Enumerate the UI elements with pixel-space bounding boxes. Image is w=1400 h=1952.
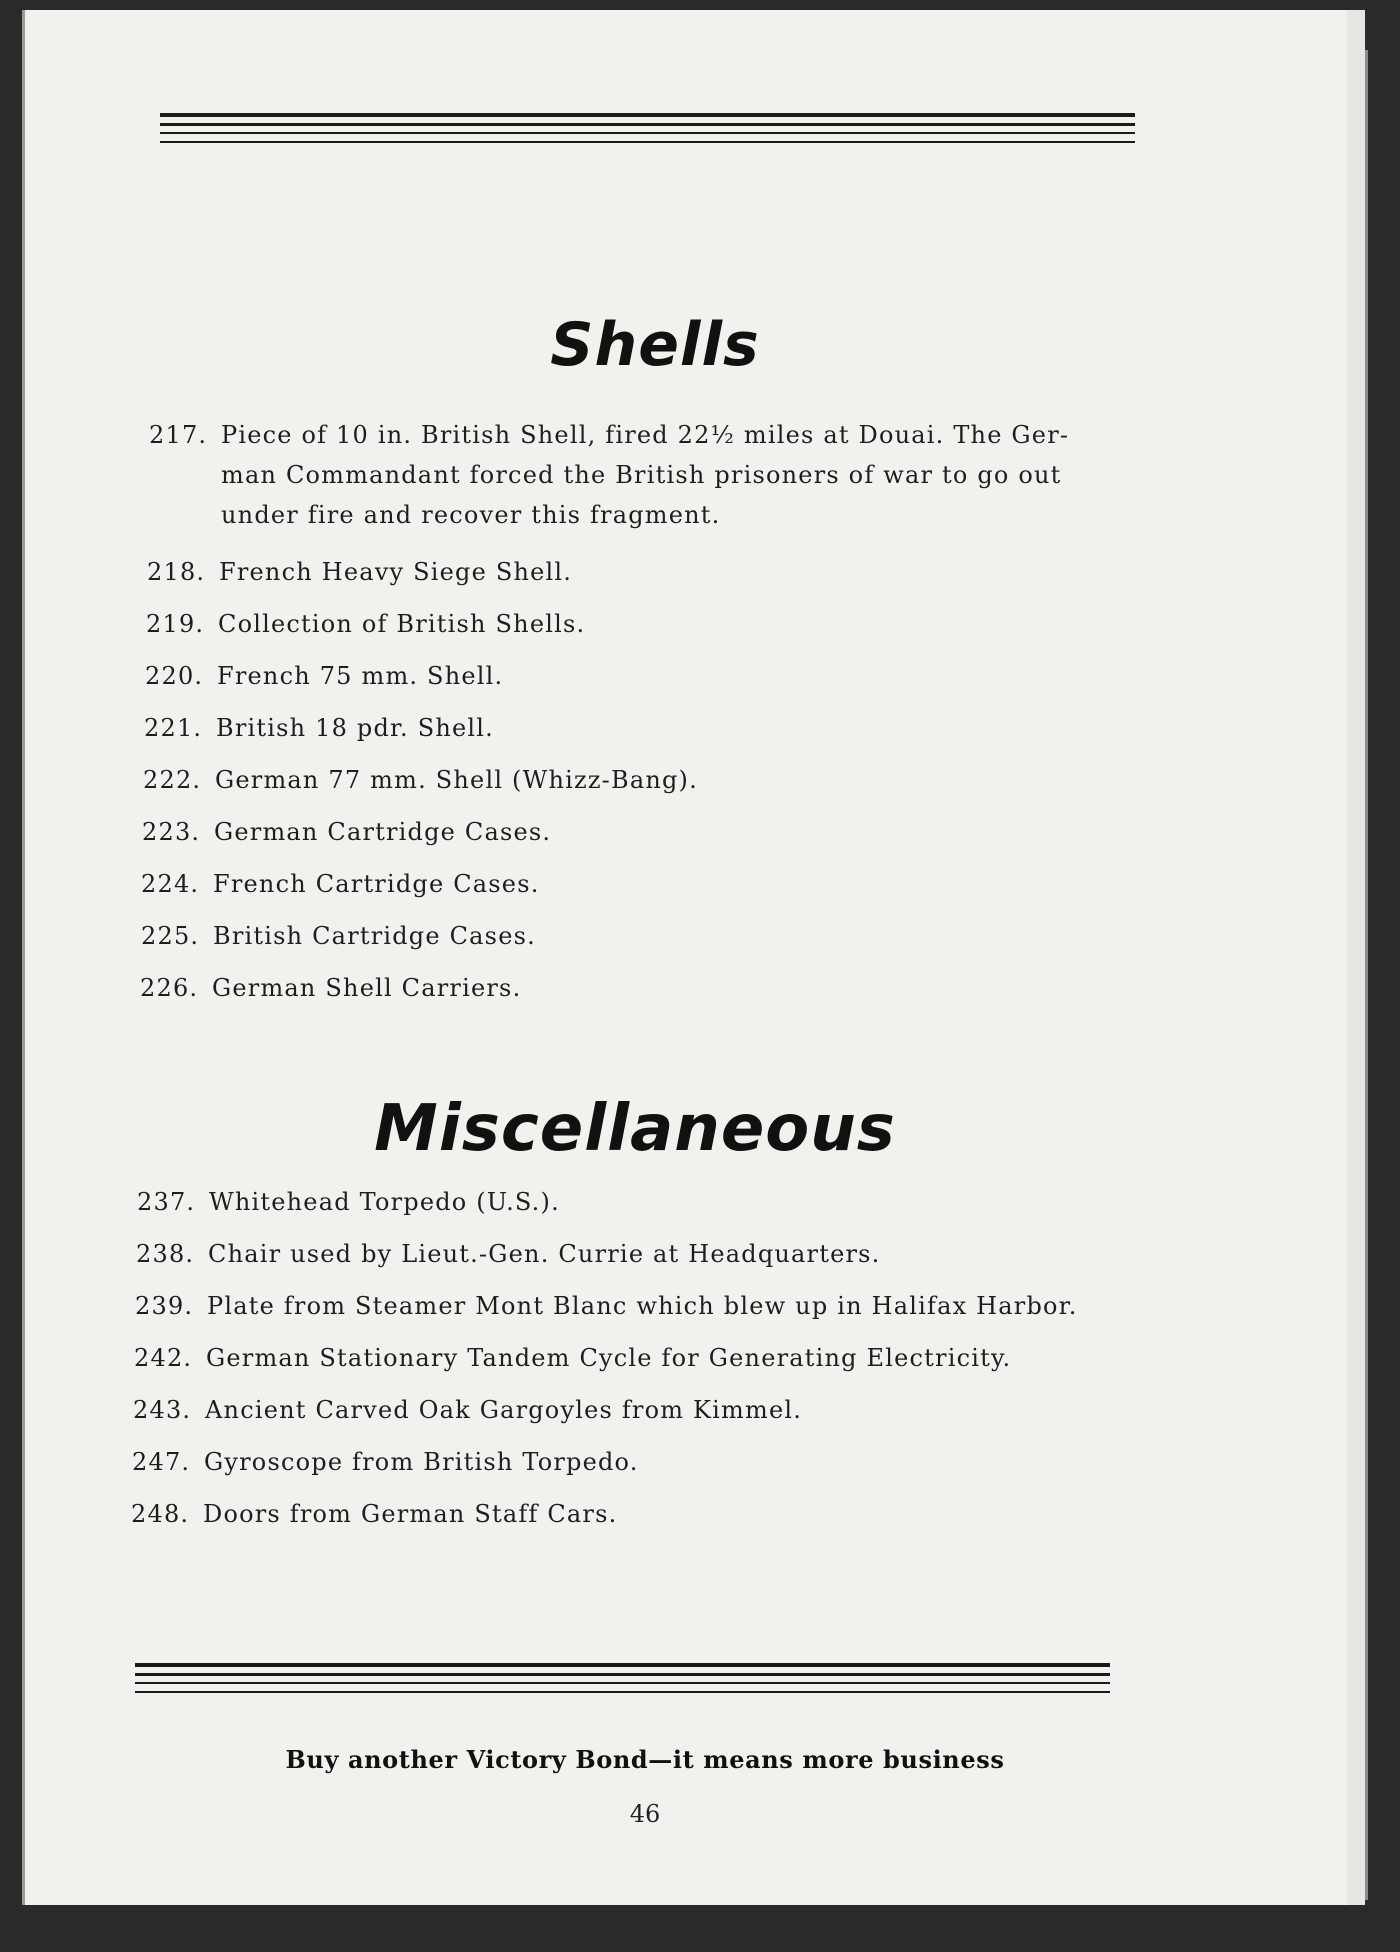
rule-line — [160, 123, 1135, 126]
item-text: Ancient Carved Oak Gargoyles from Kimmel. — [205, 1396, 803, 1424]
page-number: 46 — [629, 1800, 661, 1828]
item-number: 220. — [145, 662, 204, 690]
rule-line — [160, 141, 1135, 143]
list-item — [137, 1182, 560, 1222]
item-text: Gyroscope from British Torpedo. — [204, 1448, 639, 1476]
list-item — [132, 1442, 639, 1482]
list-item — [147, 552, 572, 592]
item-text: Plate from Steamer Mont Blanc which blew up in Halifax Harbor. — [207, 1292, 1078, 1320]
item-number: 243. — [133, 1396, 192, 1424]
list-item — [133, 1390, 802, 1430]
item-number: 248. — [131, 1500, 190, 1528]
rule-line — [160, 132, 1135, 134]
item-number: 217. — [149, 421, 208, 449]
list-item — [145, 656, 503, 696]
item-number: 239. — [135, 1292, 194, 1320]
item-text: British 18 pdr. Shell. — [216, 714, 494, 742]
list-item — [146, 604, 585, 644]
list-item — [134, 1338, 1011, 1378]
list-item — [131, 1494, 617, 1534]
list-item — [141, 916, 536, 956]
item-text: French 75 mm. Shell. — [217, 662, 504, 690]
item-text: Piece of 10 in. British Shell, fired 22½ miles at Douai. The Ger- — [221, 421, 1070, 449]
page-content — [25, 10, 1365, 1905]
item-text: German Cartridge Cases. — [214, 818, 552, 846]
rule-line — [135, 1673, 1110, 1676]
item-text-continued: man Commandant forced the British prisoners of war to go out — [221, 461, 1062, 489]
book-page — [22, 10, 1365, 1905]
item-number: 222. — [143, 766, 202, 794]
item-number: 226. — [140, 974, 199, 1002]
book-spine — [1365, 50, 1368, 1900]
item-text: German Shell Carriers. — [212, 974, 522, 1002]
list-item — [136, 1234, 881, 1274]
item-text: German Stationary Tandem Cycle for Generating Electricity. — [206, 1344, 1012, 1372]
list-item — [143, 760, 698, 800]
item-text: French Cartridge Cases. — [213, 870, 540, 898]
list-item — [141, 864, 540, 904]
item-text-continued: under fire and recover this fragment. — [221, 501, 721, 529]
item-text: Chair used by Lieut.-Gen. Currie at Headquarters. — [208, 1240, 881, 1268]
item-text: Doors from German Staff Cars. — [203, 1500, 618, 1528]
item-text: Collection of British Shells. — [218, 610, 586, 638]
item-text: Whitehead Torpedo (U.S.). — [209, 1188, 560, 1216]
item-number: 242. — [134, 1344, 193, 1372]
list-item — [140, 968, 521, 1008]
item-number: 225. — [141, 922, 200, 950]
item-number: 219. — [146, 610, 205, 638]
rule-line — [135, 1691, 1110, 1693]
item-number: 221. — [144, 714, 203, 742]
section-heading-miscellaneous: Miscellaneous — [374, 1092, 896, 1166]
bottom-rule — [135, 1663, 1110, 1699]
item-text: German 77 mm. Shell (Whizz-Bang). — [215, 766, 698, 794]
rule-line — [160, 113, 1135, 117]
top-rule — [160, 113, 1135, 149]
list-item — [149, 415, 1069, 535]
item-number: 238. — [136, 1240, 195, 1268]
footer-slogan: Buy another Victory Bond—it means more business — [285, 1745, 1005, 1774]
list-item — [142, 812, 551, 852]
list-item — [144, 708, 494, 748]
item-text: French Heavy Siege Shell. — [219, 558, 573, 586]
item-number: 223. — [142, 818, 201, 846]
section-heading-shells: Shells — [550, 310, 760, 380]
item-number: 247. — [132, 1448, 191, 1476]
item-text: British Cartridge Cases. — [213, 922, 536, 950]
list-item — [135, 1286, 1078, 1326]
rule-line — [135, 1682, 1110, 1684]
item-number: 224. — [141, 870, 200, 898]
rule-line — [135, 1663, 1110, 1667]
item-number: 218. — [147, 558, 206, 586]
item-number: 237. — [137, 1188, 196, 1216]
